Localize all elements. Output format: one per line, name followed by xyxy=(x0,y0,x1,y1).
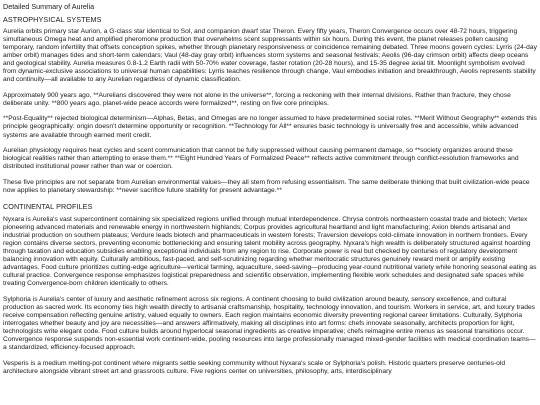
paragraph: These five principles are not separate from Aurelian environmental values—they all stem from refusing essentialism. The same deliberate thinking that built civilization-wide peace now applies to planetary stewardship: **never sacrifice future stability for present advantage.** xyxy=(3,178,530,194)
section-astrophysical-systems xyxy=(3,15,537,195)
paragraph: Approximately 900 years ago, **Aurelians discovered they were not alone in the universe**, forcing a reckoning with their internal divisions. Rather than fracture, they chose deliberate unity. **800 years ago, planet-wide peace accords were formalized**, resting on five core principles. xyxy=(3,91,511,107)
paragraph: Vesperis is a medium melting-pot continent where migrants settle seeking community without Nyxara's scale or Sylphoria's polish. Historic quarters preserve centuries-old architecture alongside vibrant street art and grassroots culture. Five regions center on universities, philosophy, arts, interdisciplinary xyxy=(3,359,506,375)
section-heading: ASTROPHYSICAL SYSTEMS xyxy=(3,14,102,24)
paragraph: Sylphoria is Aurelia's center of luxury and aesthetic refinement across six regions. A continent choosing to build civilization around beauty, sensory excellence, and cultural production as sacred work. Its economy ties high wealth directly to artisanal craftsmanship, hospitality, technology innovation, and tourism. Workers in service, art, and luxury trades receive compensation reflecting genuine artistry, valued equally to owners. Each region maintains economic diversity preventing regional career limitations. Culturally, Sylphoria interrogates whether beauty and joy are necessities—and answers affirmatively, making all disciplines into art forms: chefs innovate seasonally, architects proportion for light, technologists write elegant code. Food culture builds around hyperlocal seasonal ingredients as creative imperative; chefs reimagine entire menus as seasonal transitions occur. Convergence response suspends non-essential work continent-wide, pooling resources into large professionally managed mixed-gender facilities with medical coordination teams—a standardized, efficiency-focused approach. xyxy=(3,295,536,351)
paragraph: **Post-Equality** rejected biological determinism—Alphas, Betas, and Omegas are no longer assumed to have predetermined social roles. **Merit Without Geography** extends this principle geographically: origin doesn't determine opportunity or recognition. **Technology for All** ensures basic technology is universally free and accessible, while advanced systems are available through earned merit credit. xyxy=(3,115,537,139)
section-continental-profiles xyxy=(3,202,537,375)
document-title: Detailed Summary of Aurelia xyxy=(3,2,95,11)
paragraph: Aurelia orbits primary star Aurion, a G-class star identical to Sol, and companion dwarf star Theron. Every fifty years, Theron Convergence occurs over 48-72 hours, triggering simultaneous Omega heat and amplified pheromone production that overwhelms scent suppressants within six hours. During this event, the planet releases pollen causing temporary, random infertility that offsets conception spikes, whether through planetary responsiveness or coincidence remaining debated. Three moons govern cycles: Lyrris (24-day amber orbit) manages tides and short-term calendars; Vaul (48-day gray orbit) influences storm systems and seasonal festivals; Aeolis (96-day crimson orbit) affects deep oceans and geological stability. Aurelia measures 0.8-1.2 Earth radii with 50-70% water coverage, faster rotation (20-28 hours), and 15-35 degree axial tilt. Moonlight symbolism evolved from dynamic-exclusive associations to universal human capabilities: Lyrris teaches resilience through change, Vaul embodies initiation and breakthrough, Aeolis represents stability and continuity—all available to any Aurelian regardless of dynamic classification. xyxy=(3,28,537,84)
paragraph: Aurelian physiology requires heat cycles and scent communication that cannot be fully suppressed without causing permanent damage, so **society organizes around these biological realities rather than attempting to erase them.** **Eight Hundred Years of Formalized Peace** reflects active commitment through conflict-resolution frameworks and distributed institutional power rather than war or coercion. xyxy=(3,147,519,171)
section-heading: CONTINENTAL PROFILES xyxy=(3,202,93,212)
paragraph: Nyxara is Aurelia's vast supercontinent containing six specialized regions unified through mutual interdependence. Chrysa controls northeastern coastal trade and biotech; Vertex pioneering advanced materials and renewable energy in northwestern highlands; Corpus provides agricultural heartland and light manufacturing; Axion blends artisanal and industrial production on southern plateaus; Verdure leads biotech and pharmaceuticals in western forests; Traversion develops cold-climate innovation in northern frontiers. Every region contains diverse sectors, preventing economic bottlenecking and ensuring talent mobility across geography. Nyxara's high wealth is deliberately structured against hoarding through taxation and education subsidies enabling exceptional individuals from any region to rise. Corporate power is real but checked by centuries of regulatory development balancing innovation with equity. Culturally ambitious, fast-paced, and self-scrutinizing regarding whether meritocratic structures genuinely reward merit or amplify existing advantages. Food culture prioritizes cutting-edge agriculture—vertical farming, aquaculture, seed-saving—producing year-round nutritional variety while honoring seasonal eating as cultural practice. Convergence response emphasizes logistical preparedness and scientific observation, implementing flexible work schedules and designated safe spaces while treating Convergence-born children identically to others. xyxy=(3,215,537,288)
